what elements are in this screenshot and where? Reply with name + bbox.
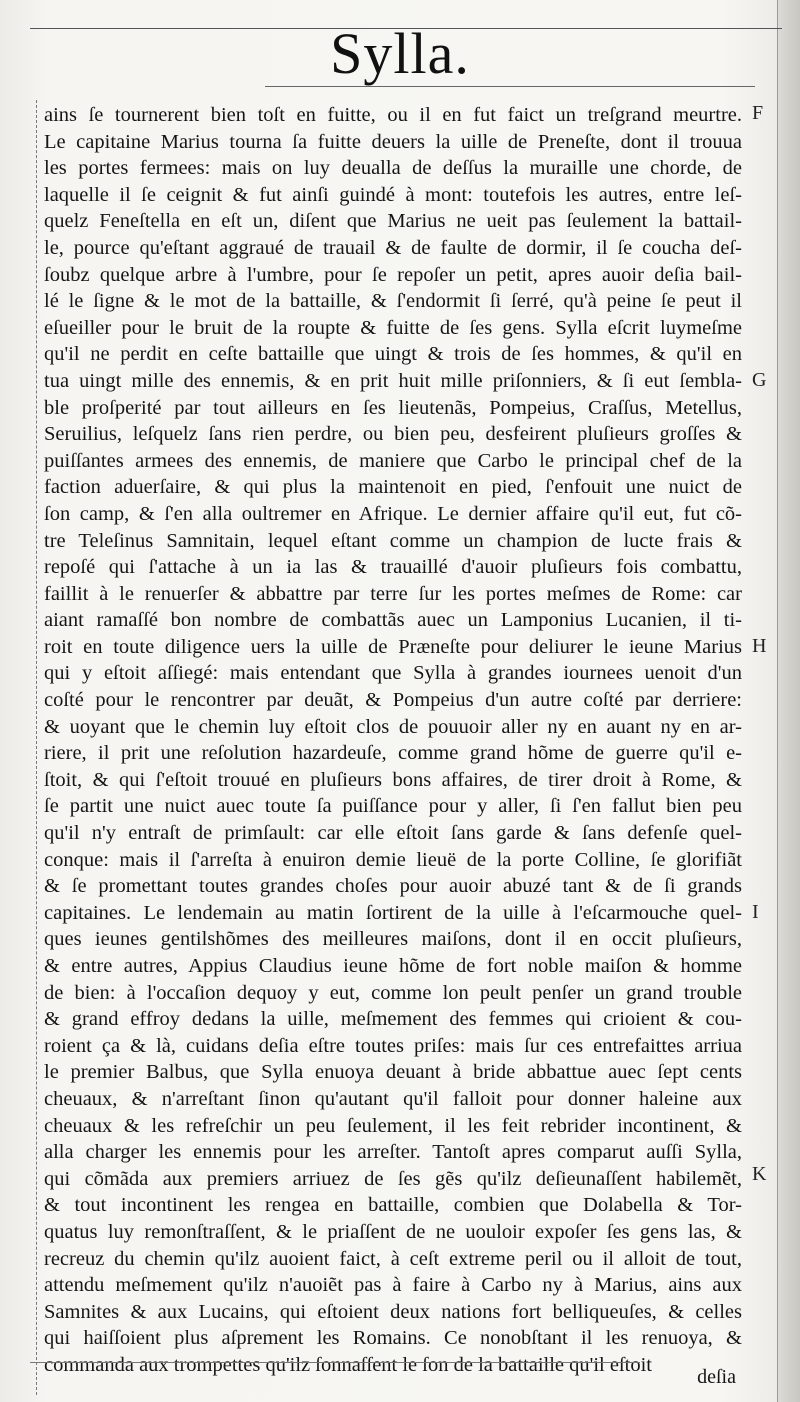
text-line: recreuz du chemin qu'ilz auoient faict, à ceſt extreme peril ou il alloit de tout, xyxy=(44,1247,742,1270)
text-line: & entre autres, Appius Claudius ieune hõme de fort noble maiſon & homme xyxy=(44,955,742,977)
text-line: qui haiſſoient plus aſprement les Romains. Ce nonobſtant il les renuoya, & xyxy=(44,1327,742,1350)
text-line: lé le ſigne & le mot de la battaille, & ſ'endormit ſi ſerré, qu'à peine ſe peut il xyxy=(44,290,742,313)
text-line: roit en toute diligence uers la uille de Præneſte pour deliurer le ieune Marius xyxy=(44,635,742,658)
text-line: Samnites & aux Lucains, qui eſtoient deux nations fort belliqueuſes, & celles xyxy=(44,1300,742,1323)
text-line: riere, il prit une reſolution hazardeuſe, comme grand hõme de guerre qu'il e- xyxy=(44,742,742,765)
text-line: aiant ramaſſé bon nombre de combattãs auec un Lamponius Lucanien, il ti- xyxy=(44,609,742,632)
text-line: qu'il n'y entraſt de primſault: car elle eſtoit ſans garde & ſans defenſe quel- xyxy=(44,822,742,845)
margin-letter-g: G xyxy=(752,369,767,391)
text-line: quatus luy remonſtraſſent, & le priaſſent de ne uouloir expoſer ſes gens las, & xyxy=(44,1220,742,1243)
text-line: eſueiller pour le bruit de la roupte & fuitte de ſes gens. Sylla eſcrit luymeſme xyxy=(44,316,742,339)
text-line: tua uingt mille des ennemis, & en prit huit mille priſonniers, & ſi eut ſembla- xyxy=(44,369,742,392)
margin-letter-i: I xyxy=(752,901,759,923)
text-line: laquelle il ſe ceignit & fut ainſi guindé à mont: toutefois les autres, entre leſ- xyxy=(44,183,742,206)
running-head: Sylla. xyxy=(330,21,470,86)
text-line: Seruilius, leſquelz ſans rien perdre, ou bien peu, desfeirent pluſieurs groſſes & xyxy=(44,423,742,446)
text-line: les portes fermees: mais on luy deualla de deſſus la muraille une chorde, de xyxy=(44,157,742,180)
margin-letter-h: H xyxy=(752,635,767,657)
text-line: cheuaux & les refreſchir un peu ſeulement, il les feit rebrider incontinent, & xyxy=(44,1114,742,1137)
text-line: qui cõmãda aux premiers arriuez de ſes gẽs qu'ilz deſieunaſſent habilemẽt, xyxy=(44,1167,742,1190)
text-line: alla charger les ennemis pour les arreſter. Tantoſt apres comparut auſſi Sylla, xyxy=(44,1141,742,1164)
text-line: qui y eſtoit aſſiegé: mais entendant que Sylla à grandes iournees uenoit d'un xyxy=(44,662,742,685)
text-line: & tout incontinent les rengea en battaille, combien que Dolabella & Tor- xyxy=(44,1194,742,1217)
text-line: qu'il ne perdit en ceſte battaille que uingt & trois de ſes hommes, & qu'il en xyxy=(44,343,742,366)
text-line: de bien: à l'occaſion dequoy y eut, comme lon peult penſer un grand trouble xyxy=(44,981,742,1004)
text-line: ble proſperité par tout ailleurs en ſes lieutenãs, Pompeius, Craſſus, Metellus, xyxy=(44,396,742,419)
page-edge xyxy=(777,0,800,1402)
text-line: attendu meſmement qu'ilz n'auoiẽt pas à faire à Carbo ny à Marius, ains aux xyxy=(44,1274,742,1297)
text-line: quelz Feneſtella en eſt un, diſent que Marius ne ueit pas ſeulement la battail- xyxy=(44,210,742,233)
head-underline xyxy=(265,86,755,87)
text-line: ains ſe tournerent bien toſt en fuitte, ou il en fut faict un treſgrand meurtre. xyxy=(44,104,742,126)
text-line: ſoubz quelque arbre à l'umbre, pour ſe repoſer un petit, apres auoir deſia bail- xyxy=(44,263,742,286)
text-line: conque: mais il ſ'arreſta à enuiron demie lieuë de la porte Colline, ſe glorifiãt xyxy=(44,848,742,871)
left-margin-rule xyxy=(36,100,37,1395)
text-line: ſe partit une nuict auec toute ſa puiſſance pour y aller, ſi ſ'en fallut bien peu xyxy=(44,795,742,818)
bottom-rule xyxy=(30,1362,640,1363)
text-line: ſtoit, & qui ſ'eſtoit trouué en pluſieurs bons affaires, de tirer droit à Rome, & xyxy=(44,768,742,791)
text-line: capitaines. Le lendemain au matin ſortirent de la uille à l'eſcarmouche quel- xyxy=(44,901,742,924)
text-line: commanda aux trompettes qu'ilz ſonnaſſent le ſon de la battaille qu'il eſtoit xyxy=(44,1353,652,1376)
body-text xyxy=(44,102,744,1379)
text-line: & grand effroy dedans la uille, meſmement des femmes qui crioient & cou- xyxy=(44,1008,742,1031)
text-line: puiſſantes armees des ennemis, de maniere que Carbo le principal chef de la xyxy=(44,449,742,472)
text-line: & uoyant que le chemin luy eſtoit clos de pouuoir aller ny en auant ny en ar- xyxy=(44,715,742,738)
text-line: le, pource qu'eſtant aggraué de trauail & de faulte de dormir, il ſe coucha deſ- xyxy=(44,236,742,259)
text-line: ſon camp, & ſ'en alla oultremer en Afrique. Le dernier affaire qu'il eut, fut cõ- xyxy=(44,502,742,525)
text-line: cheuaux, & n'arreſtant ſinon qu'autant qu'il falloit pour donner haleine aux xyxy=(44,1087,742,1110)
text-line: faillit à le renuerſer & abbattre par terre ſur les portes meſmes de Rome: car xyxy=(44,582,742,605)
text-line: faction aduerſaire, & qui plus la maintenoit en pied, ſ'enfouit une nuict de xyxy=(44,476,742,499)
margin-letter-k: K xyxy=(752,1163,767,1185)
margin-letter-f: F xyxy=(752,102,764,124)
text-line: & ſe promettant toutes grandes choſes pour auoir abuzé tant & de ſi grands xyxy=(44,875,742,898)
text-line: tre Teleſinus Samnitain, lequel eſtant comme un champion de lucte frais & xyxy=(44,529,742,552)
catchword: deſia xyxy=(697,1366,736,1388)
text-line: ques ieunes gentilshõmes des meilleures maiſons, dont il en occit pluſieurs, xyxy=(44,928,742,951)
text-line: roient ça & là, cuidans deſia eſtre toutes priſes: mais ſur ces entrefaittes arriua xyxy=(44,1034,742,1057)
text-line: repoſé qui ſ'attache à un ia las & trauaillé d'auoir pluſieurs fois combattu, xyxy=(44,556,742,579)
text-line: coſté pour le rencontrer par deuãt, & Pompeius d'un autre coſté par derriere: xyxy=(44,689,742,712)
text-line: le premier Balbus, que Sylla enuoya deuant à bride abbattue auec ſept cents xyxy=(44,1061,742,1084)
text-line: Le capitaine Marius tourna ſa fuitte deuers la uille de Preneſte, dont il trouua xyxy=(44,130,742,153)
